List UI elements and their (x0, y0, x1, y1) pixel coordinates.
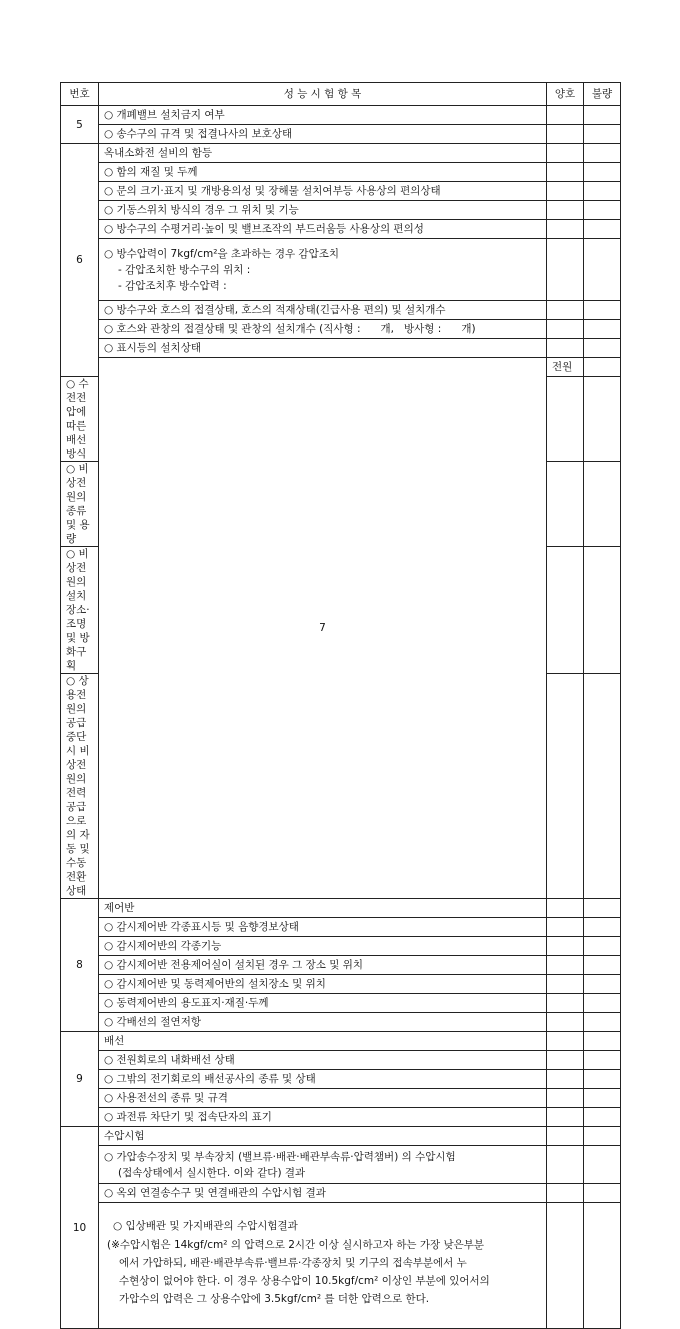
check-item: ○ 송수구의 규격 및 접결나사의 보호상태 (99, 125, 547, 144)
check-item: ○ 감시제어반의 각종기능 (99, 937, 547, 956)
bad-cell[interactable] (584, 462, 621, 547)
bad-cell[interactable] (584, 201, 621, 220)
note-line: 가압수의 압력은 그 상용수압에 3.5kgf/cm² 를 더한 압력으로 한다. (119, 1293, 430, 1305)
table-row (61, 339, 621, 358)
table-row (61, 1070, 621, 1089)
good-cell[interactable] (547, 377, 584, 462)
bad-cell[interactable] (584, 1070, 621, 1089)
check-item-subline: - 감압조치후 방수압력 : (118, 279, 227, 292)
check-item (99, 1203, 547, 1329)
check-item: ○ 개폐밸브 설치금지 여부 (99, 106, 547, 125)
check-item-subline: - 감압조치한 방수구의 위치 : (118, 263, 251, 276)
check-item (99, 1146, 547, 1184)
check-item: ○ 감시제어반 및 동력제어반의 설치장소 및 위치 (99, 975, 547, 994)
good-cell[interactable] (547, 1184, 584, 1203)
section-number-5: 5 (61, 106, 99, 144)
bad-cell[interactable] (584, 144, 621, 163)
bad-cell[interactable] (584, 1146, 621, 1184)
good-cell[interactable] (547, 674, 584, 899)
check-item: ○ 과전류 차단기 및 접속단자의 표기 (99, 1108, 547, 1127)
good-cell[interactable] (547, 163, 584, 182)
good-cell[interactable] (547, 918, 584, 937)
bad-cell[interactable] (584, 899, 621, 918)
bad-cell[interactable] (584, 1013, 621, 1032)
check-item: ○ 방수구와 호스의 접결상태, 호스의 적재상태(긴급사용 편의) 및 설치개수 (99, 301, 547, 320)
section-number-8: 8 (61, 899, 99, 1032)
check-item-subline: (접속상태에서 실시한다. 이와 같다) 결과 (118, 1166, 306, 1179)
table-row (61, 956, 621, 975)
bad-cell[interactable] (584, 339, 621, 358)
table-row (61, 201, 621, 220)
bad-cell[interactable] (584, 547, 621, 674)
check-item: ○ 상용전원의 공급중단시 비상전원의 전력공급으로의 자동 및 수동전환상태 (61, 674, 99, 899)
check-item: ○ 사용전선의 종류 및 규격 (99, 1089, 547, 1108)
section-title: 수압시험 (99, 1127, 547, 1146)
check-item: ○ 기동스위치 방식의 경우 그 위치 및 기능 (99, 201, 547, 220)
bad-cell[interactable] (584, 301, 621, 320)
good-cell[interactable] (547, 1146, 584, 1184)
table-row (61, 918, 621, 937)
table-row (61, 899, 621, 918)
check-item: ○ 감시제어반 전용제어실이 설치된 경우 그 장소 및 위치 (99, 956, 547, 975)
inspection-table (60, 82, 621, 1329)
good-cell[interactable] (584, 358, 621, 377)
header-number: 번호 (61, 83, 99, 106)
note-line: 에서 가압하되, 배관·배관부속류·밸브류·각종장치 및 기구의 접속부분에서 누 (119, 1257, 467, 1269)
good-cell[interactable] (547, 125, 584, 144)
table-row (61, 358, 621, 377)
check-item: ○ 전원회로의 내화배선 상태 (99, 1051, 547, 1070)
check-item: ○ 함의 재질 및 두께 (99, 163, 547, 182)
table-row (61, 975, 621, 994)
good-cell[interactable] (547, 220, 584, 239)
bad-cell[interactable] (584, 674, 621, 899)
good-cell[interactable] (547, 1070, 584, 1089)
bad-cell[interactable] (584, 182, 621, 201)
header-row (61, 83, 621, 106)
check-item: ○ 수전전압에 따른 배선방식 (61, 377, 99, 462)
good-cell[interactable] (547, 1051, 584, 1070)
table-row (61, 144, 621, 163)
check-item: ○ 문의 크기·표지 및 개방용의성 및 장해물 설치여부등 사용상의 편의상태 (99, 182, 547, 201)
good-cell[interactable] (547, 899, 584, 918)
check-item: ○ 감시제어반 각종표시등 및 음향경보상태 (99, 918, 547, 937)
table-row (61, 106, 621, 125)
bad-cell[interactable] (584, 106, 621, 125)
section-title: 전원 (547, 358, 584, 377)
bad-cell[interactable] (584, 1108, 621, 1127)
check-item: ○ 표시등의 설치상태 (99, 339, 547, 358)
check-item: ○ 각배선의 절연저항 (99, 1013, 547, 1032)
section-number-9: 9 (61, 1032, 99, 1127)
check-item: ○ 동력제어반의 용도표지·재질·두께 (99, 994, 547, 1013)
table-row (61, 239, 621, 301)
bad-cell[interactable] (584, 320, 621, 339)
table-row (61, 1032, 621, 1051)
good-cell[interactable] (547, 1203, 584, 1329)
table-row (61, 301, 621, 320)
check-item: ○ 옥외 연결송수구 및 연결배관의 수압시험 결과 (99, 1184, 547, 1203)
note-line: 수현상이 없어야 한다. 이 경우 상용수압이 10.5kgf/cm² 이상인 부분에 있어서의 (119, 1275, 490, 1287)
bad-cell[interactable] (584, 239, 621, 301)
bad-cell[interactable] (584, 377, 621, 462)
header-good: 양호 (547, 83, 584, 106)
bad-cell[interactable] (584, 975, 621, 994)
check-item-line: ○ 입상배관 및 가지배관의 수압시험결과 (113, 1220, 298, 1232)
good-cell[interactable] (547, 1127, 584, 1146)
bad-cell[interactable] (584, 1127, 621, 1146)
good-cell[interactable] (547, 1108, 584, 1127)
bad-cell[interactable] (584, 163, 621, 182)
section-title: 옥내소화전 설비의 함등 (99, 144, 547, 163)
table-row (61, 1146, 621, 1184)
bad-cell[interactable] (584, 1051, 621, 1070)
check-item: ○ 그밖의 전기회로의 배선공사의 종류 및 상태 (99, 1070, 547, 1089)
section-number-6: 6 (61, 144, 99, 377)
good-cell[interactable] (547, 1089, 584, 1108)
check-item-line: ○ 방수압력이 7kgf/cm²을 초과하는 경우 감압조치 (104, 247, 340, 260)
header-item: 성 능 시 험 항 목 (99, 83, 547, 106)
good-cell[interactable] (547, 956, 584, 975)
good-cell[interactable] (547, 182, 584, 201)
good-cell[interactable] (547, 239, 584, 301)
good-cell[interactable] (547, 1013, 584, 1032)
bad-cell[interactable] (584, 1032, 621, 1051)
bad-cell[interactable] (584, 1184, 621, 1203)
section-title: 제어반 (99, 899, 547, 918)
good-cell[interactable] (547, 320, 584, 339)
bad-cell[interactable] (584, 918, 621, 937)
good-cell[interactable] (547, 994, 584, 1013)
section-number-10: 10 (61, 1127, 99, 1329)
good-cell[interactable] (547, 301, 584, 320)
good-cell[interactable] (547, 937, 584, 956)
check-item: ○ 비상전원의 설치장소·조명 및 방화구획 (61, 547, 99, 674)
good-cell[interactable] (547, 975, 584, 994)
good-cell[interactable] (547, 201, 584, 220)
bad-cell[interactable] (584, 994, 621, 1013)
table-row (61, 220, 621, 239)
header-bad: 불량 (584, 83, 621, 106)
good-cell[interactable] (547, 1032, 584, 1051)
table-row (61, 1184, 621, 1203)
check-item (99, 239, 547, 301)
table-row (61, 320, 621, 339)
section-number-7: 7 (99, 358, 547, 899)
table-row (61, 182, 621, 201)
table-row (61, 994, 621, 1013)
table-row (61, 937, 621, 956)
good-cell[interactable] (547, 462, 584, 547)
check-item: ○ 방수구의 수평거리·높이 및 밸브조작의 부드러움등 사용상의 편의성 (99, 220, 547, 239)
table-row (61, 1127, 621, 1146)
check-item-line: ○ 가압송수장치 및 부속장치 (밸브류·배관·배관부속류·압력챔버) 의 수압시험 (104, 1150, 456, 1163)
good-cell[interactable] (547, 144, 584, 163)
table-row (61, 163, 621, 182)
check-item: ○ 비상전원의 종류 및 용량 (61, 462, 99, 547)
bad-cell[interactable] (584, 956, 621, 975)
note-line: (※수압시험은 14kgf/cm² 의 압력으로 2시간 이상 실시하고자 하는 가장 낮은부분 (107, 1239, 485, 1251)
table-row (61, 1051, 621, 1070)
table-row (61, 1203, 621, 1329)
bad-cell[interactable] (584, 220, 621, 239)
bad-cell[interactable] (584, 1089, 621, 1108)
table-row (61, 1108, 621, 1127)
good-cell[interactable] (547, 106, 584, 125)
bad-cell[interactable] (584, 125, 621, 144)
table-row (61, 1089, 621, 1108)
bad-cell[interactable] (584, 1203, 621, 1329)
good-cell[interactable] (547, 547, 584, 674)
good-cell[interactable] (547, 339, 584, 358)
table-row (61, 1013, 621, 1032)
section-title: 배선 (99, 1032, 547, 1051)
table-row (61, 125, 621, 144)
bad-cell[interactable] (584, 937, 621, 956)
check-item: ○ 호스와 관창의 접결상태 및 관창의 설치개수 (직사형 : 개, 방사형 : 개) (99, 320, 547, 339)
